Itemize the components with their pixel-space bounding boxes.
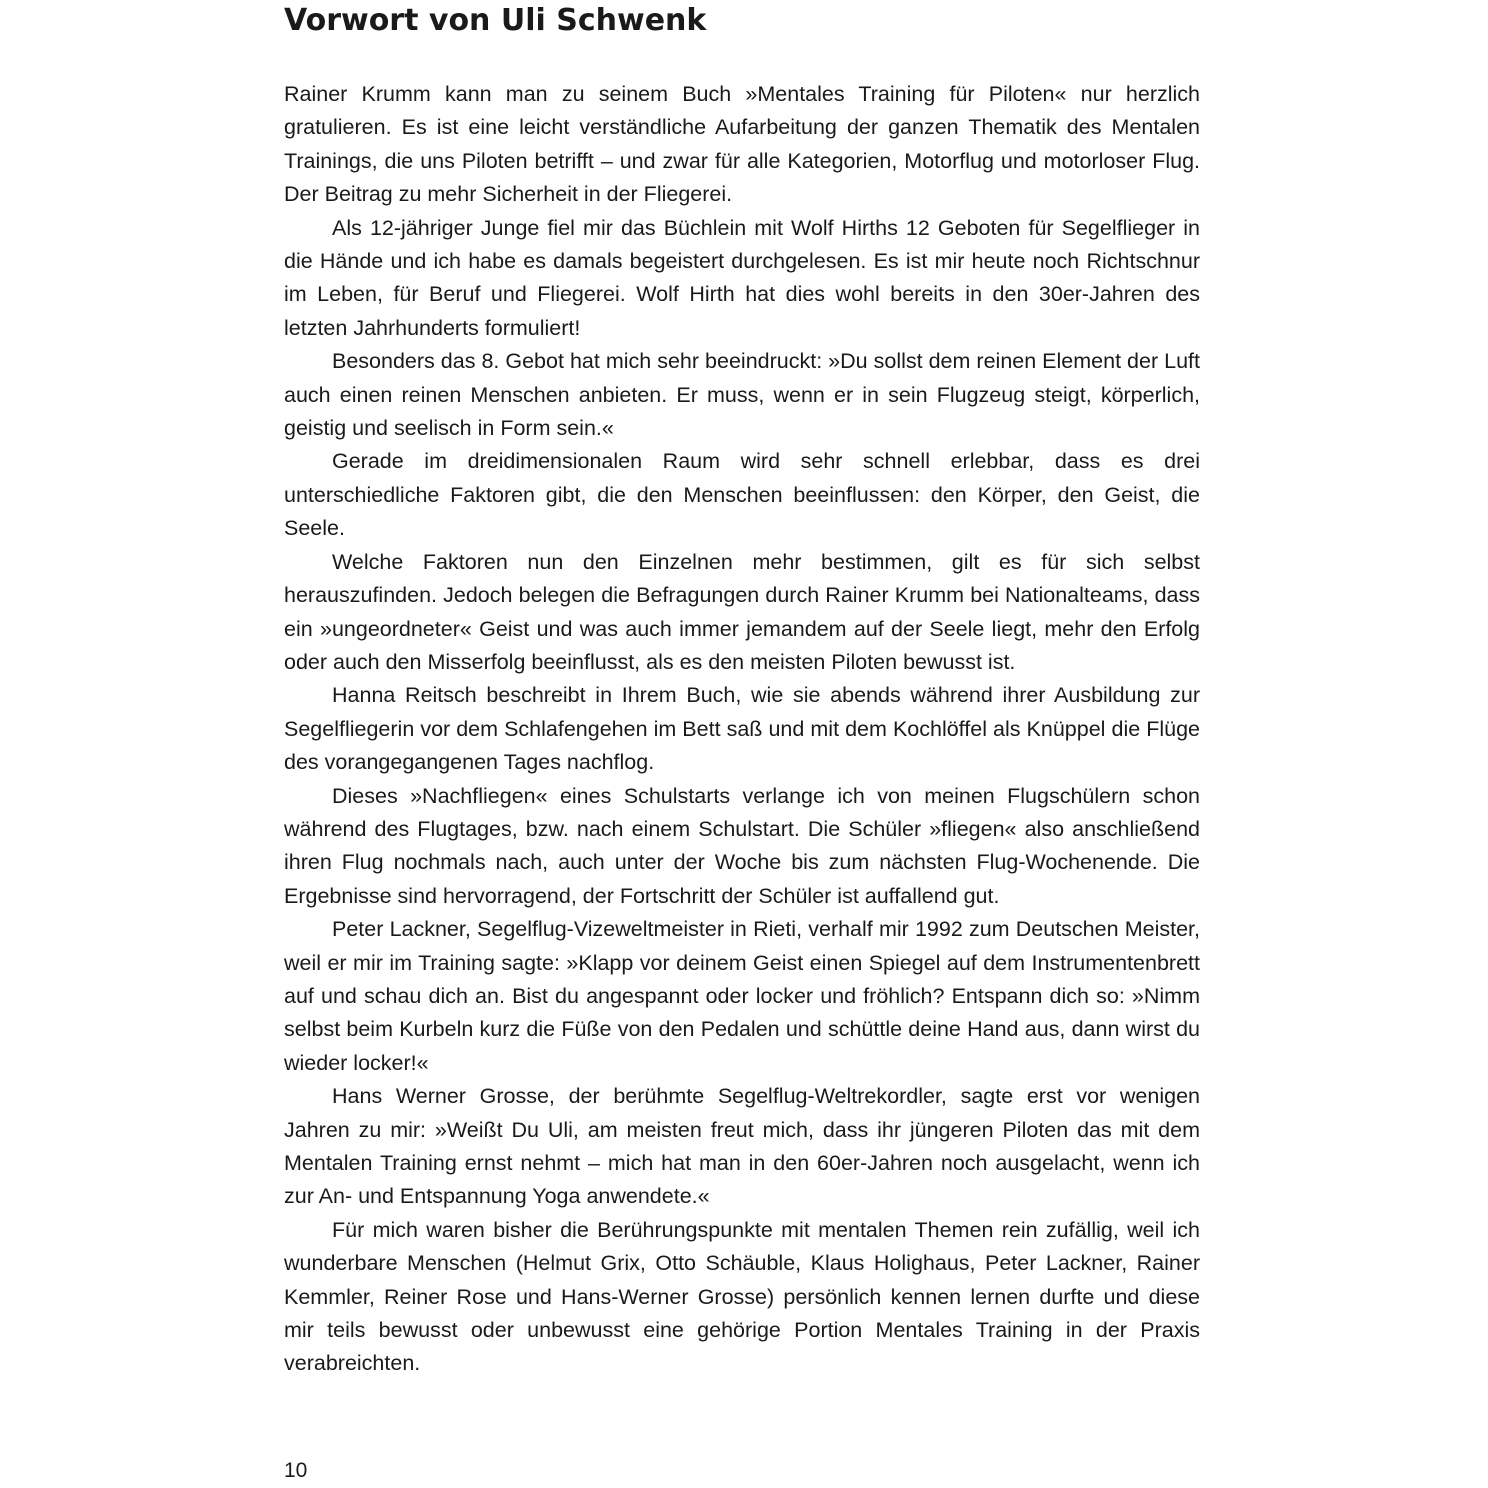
paragraph: Welche Faktoren nun den Einzelnen mehr bestimmen, gilt es für sich selbst herauszufinden. Jedoch belegen die Befragungen durch Rainer Krumm bei Nationalteams, dass ein »ungeordneter« Geist und was auch immer jemandem auf der Seele liegt, mehr den Erfolg oder auch den Misserfolg beeinflusst, als es den meisten Piloten bewusst ist. <box>284 549 1200 674</box>
paragraph: Als 12-jähriger Junge fiel mir das Büchlein mit Wolf Hirths 12 Geboten für Segelflieger in die Hände und ich habe es damals begeistert durchgelesen. Es ist mir heute noch Richtschnur im Leben, für Beruf und Fliegerei. Wolf Hirth hat dies wohl bereits in den 30er-Jahren des letzten Jahrhunderts formuliert! <box>284 215 1200 340</box>
page-number: 10 <box>284 1459 308 1482</box>
chapter-title: Vorwort von Uli Schwenk <box>284 3 707 38</box>
paragraph: Hans Werner Grosse, der berühmte Segelflug-Weltrekordler, sagte erst vor wenigen Jahren zu mir: »Weißt Du Uli, am meisten freut mich, dass ihr jüngeren Piloten das mit dem Mentalen Training ernst nehmt – mich hat man in den 60er-Jahren noch ausgelacht, wenn ich zur An- und Entspannung Yoga anwendete.« <box>284 1084 1200 1209</box>
paragraph: Rainer Krumm kann man zu seinem Buch »Mentales Training für Piloten« nur herzlich gratulieren. Es ist eine leicht verständliche Aufarbeitung der ganzen Thematik des Mentalen Trainings, die uns Piloten betrifft – und zwar für alle Kategorien, Motorflug und motorloser Flug. Der Beitrag zu mehr Sicherheit in der Fliegerei. <box>284 82 1200 207</box>
paragraph: Für mich waren bisher die Berührungspunkte mit mentalen Themen rein zufällig, weil ich wunderbare Menschen (Helmut Grix, Otto Schäuble, Klaus Holighaus, Peter Lackner, Rainer Kemmler, Reiner Rose und Hans-Werner Grosse) persönlich kennen lernen durfte und diese mir teils bewusst oder unbewusst eine gehörige Portion Mentales Training in der Praxis verabreichten. <box>284 1217 1200 1376</box>
paragraph: Peter Lackner, Segelflug-Vizeweltmeister in Rieti, verhalf mir 1992 zum Deutschen Meister, weil er mir im Training sagte: »Klapp vor deinem Geist einen Spiegel auf dem Instrumentenbrett auf und schau dich an. Bist du angespannt oder locker und fröhlich? Entspann dich so: »Nimm selbst beim Kurbeln kurz die Füße von den Pedalen und schüttle deine Hand aus, dann wirst du wieder locker!« <box>284 917 1200 1075</box>
body-text <box>284 78 1200 1381</box>
paragraph: Gerade im dreidimensionalen Raum wird sehr schnell erlebbar, dass es drei unterschiedliche Faktoren gibt, die den Menschen beeinflussen: den Körper, den Geist, die Seele. <box>284 449 1200 541</box>
paragraph: Hanna Reitsch beschreibt in Ihrem Buch, wie sie abends während ihrer Ausbildung zur Segelfliegerin vor dem Schlafengehen im Bett saß und mit dem Kochlöffel als Knüppel die Flüge des vorangegangenen Tages nachflog. <box>284 683 1200 775</box>
paragraph: Dieses »Nachfliegen« eines Schulstarts verlange ich von meinen Flugschülern schon während des Flugtages, bzw. nach einem Schulstart. Die Schüler »fliegen« also anschließend ihren Flug nochmals nach, auch unter der Woche bis zum nächsten Flug-Wochenende. Die Ergebnisse sind hervorragend, der Fortschritt der Schüler ist auffallend gut. <box>284 783 1200 908</box>
paragraph: Besonders das 8. Gebot hat mich sehr beeindruckt: »Du sollst dem reinen Element der Luft auch einen reinen Menschen anbieten. Er muss, wenn er in sein Flugzeug steigt, körperlich, geistig und seelisch in Form sein.« <box>284 349 1200 441</box>
